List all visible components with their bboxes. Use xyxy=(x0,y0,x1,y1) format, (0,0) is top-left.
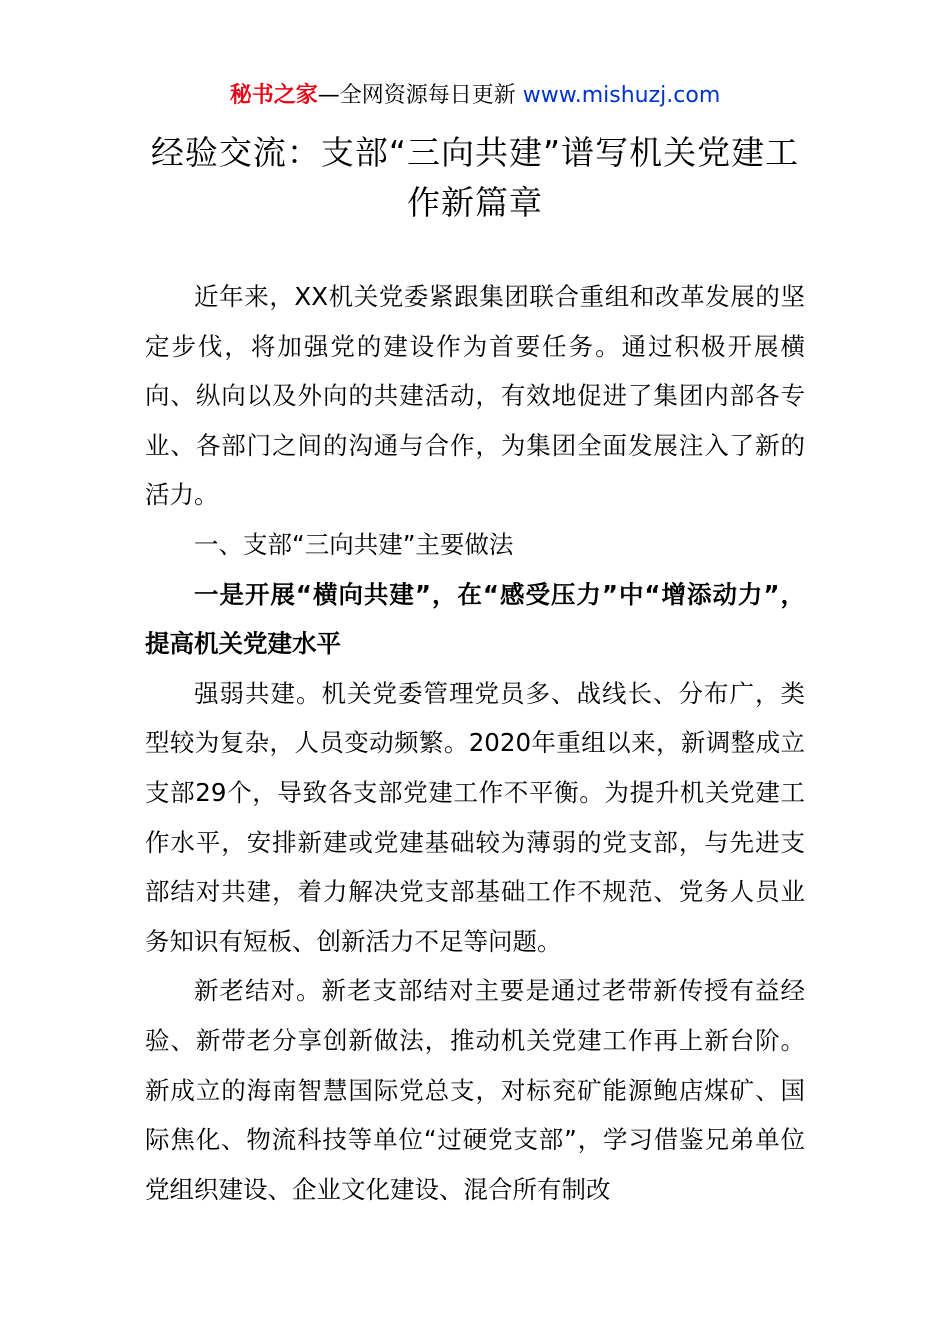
body-paragraph-strong-weak: 强弱共建。机关党委管理党员多、战线长、分布广，类型较为复杂，人员变动频繁。2020年重组以来，新调整成立支部29个，导致各支部党建工作不平衡。为提升机关党建工作水平，安排新建或党建基础较为薄弱的党支部，与先进支部结对共建，着力解决党支部基础工作不规范、党务人员业务知识有短板、创新活力不足等问题。 xyxy=(145,678,805,956)
subsection-heading: 一是开展“横向共建”，在“感受压力”中“增添动力”，提高机关党建水平 xyxy=(145,579,805,659)
site-url-link[interactable]: www.mishuzj.com xyxy=(522,83,721,108)
document-title: 经验交流：支部“三向共建”谱写机关党建工作新篇章 xyxy=(150,133,800,222)
intro-paragraph: 近年来，XX机关党委紧跟集团联合重组和改革发展的坚定步伐，将加强党的建设作为首要任务。通过积极开展横向、纵向以及外向的共建活动，有效地促进了集团内部各专业、各部门之间的沟通与合作，为集团全面发展注入了新的活力。 xyxy=(145,282,805,510)
section-heading: 一、支部“三向共建”主要做法 xyxy=(194,529,514,559)
body-paragraph-new-old: 新老结对。新老支部结对主要是通过老带新传授有益经验、新带老分享创新做法，推动机关党建工作再上新台阶。新成立的海南智慧国际党总支，对标兖矿能源鲍店煤矿、国际焦化、物流科技等单位“过硬党支部”，学习借鉴兄弟单位党组织建设、企业文化建设、混合所有制改 xyxy=(145,976,805,1204)
site-header xyxy=(0,80,950,112)
site-tagline: —全网资源每日更新 xyxy=(317,83,523,108)
site-brand: 秘书之家 xyxy=(229,83,318,108)
document-body xyxy=(145,272,805,1214)
